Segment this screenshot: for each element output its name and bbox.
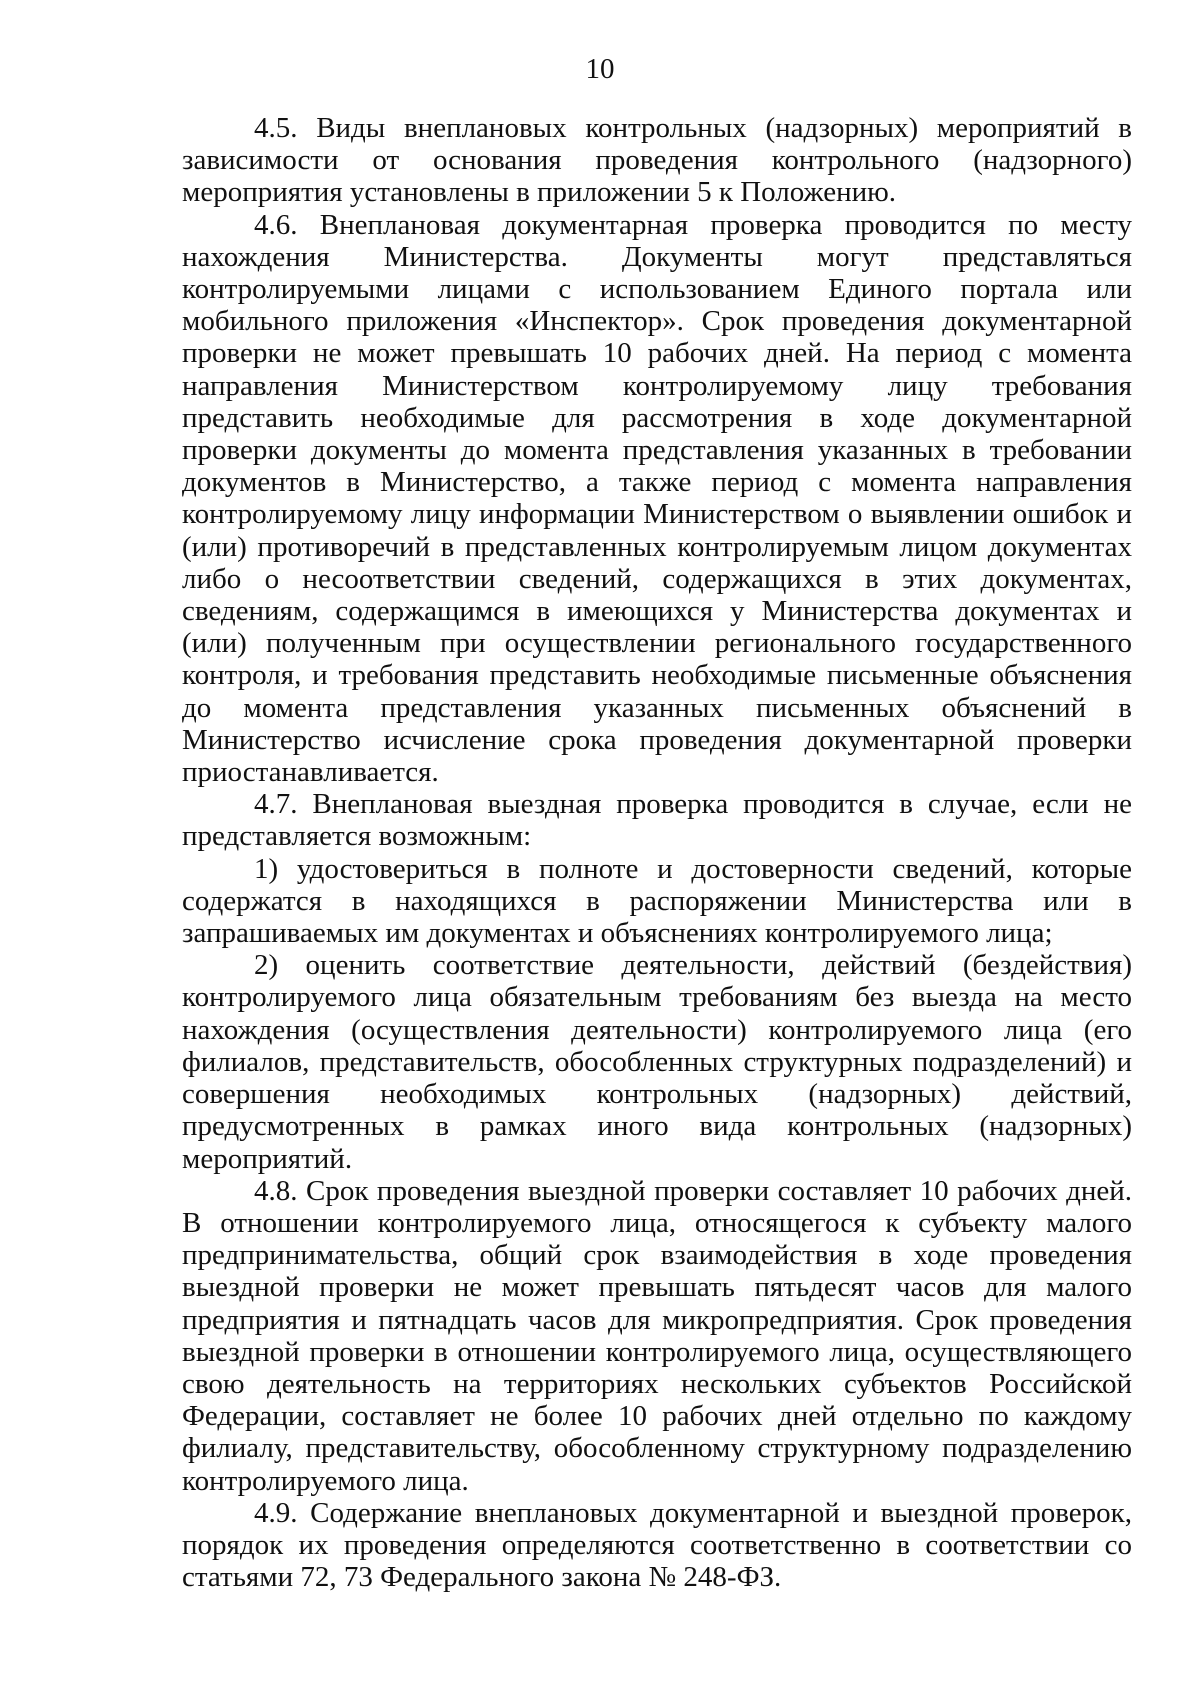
paragraph-4-7: 4.7. Внеплановая выездная проверка проводится в случае, если не представляется возможным:: [182, 788, 1132, 853]
document-body: [182, 112, 1132, 1593]
paragraph-4-7-item-1: 1) удостовериться в полноте и достоверности сведений, которые содержатся в находящихся в распоряжении Министерства или в запрашиваемых им документах и объяснениях контролируемого лица;: [182, 852, 1132, 950]
paragraph-4-5: 4.5. Виды внеплановых контрольных (надзорных) мероприятий в зависимости от основания проведения контрольного (надзорного) мероприятия установлены в приложении 5 к Положению.: [182, 112, 1132, 209]
paragraph-4-6: 4.6. Внеплановая документарная проверка проводится по месту нахождения Министерства. Документы могут представляться контролируемыми лицами с использованием Единого портала или мобильного приложения «Инспектор». Срок проведения документарной проверки не может превышать 10 рабочих дней. На период с момента направления Министерством контролируемому лицу требования представить необходимые для рассмотрения в ходе документарной проверки документы до момента представления указанных в требовании документов в Министерство, а также период с момента направления контролируемому лицу информации Министерством о выявлении ошибок и (или) противоречий в представленных контролируемым лицом документах либо о несоответствии сведений, содержащихся в этих документах, сведениям, содержащимся в имеющихся у Министерства документах и (или) полученным при осуществлении регионального государственного контроля, и требования представить необходимые письменные объяснения до момента представления указанных письменных объяснений в Министерство исчисление срока проведения документарной проверки приостанавливается.: [182, 208, 1132, 789]
paragraph-4-7-item-2: 2) оценить соответствие деятельности, действий (бездействия) контролируемого лица обязательным требованиям без выезда на место нахождения (осуществления деятельности) контролируемого лица (его филиалов, представительств, обособленных структурных подразделений) и совершения необходимых контрольных (надзорных) действий, предусмотренных в рамках иного вида контрольных (надзорных) мероприятий.: [182, 949, 1132, 1175]
paragraph-4-8: 4.8. Срок проведения выездной проверки составляет 10 рабочих дней. В отношении контролируемого лица, относящегося к субъекту малого предпринимательства, общий срок взаимодействия в ходе проведения выездной проверки не может превышать пятьдесят часов для малого предприятия и пятнадцать часов для микропредприятия. Срок проведения выездной проверки в отношении контролируемого лица, осуществляющего свою деятельность на территориях нескольких субъектов Российской Федерации, составляет не более 10 рабочих дней отдельно по каждому филиалу, представительству, обособленному структурному подразделению контролируемого лица.: [182, 1174, 1132, 1497]
page-number: 10: [585, 53, 615, 85]
paragraph-4-9: 4.9. Содержание внеплановых документарной и выездной проверок, порядок их проведения определяются соответственно в соответствии со статьями 72, 73 Федерального закона № 248-ФЗ.: [182, 1496, 1132, 1594]
